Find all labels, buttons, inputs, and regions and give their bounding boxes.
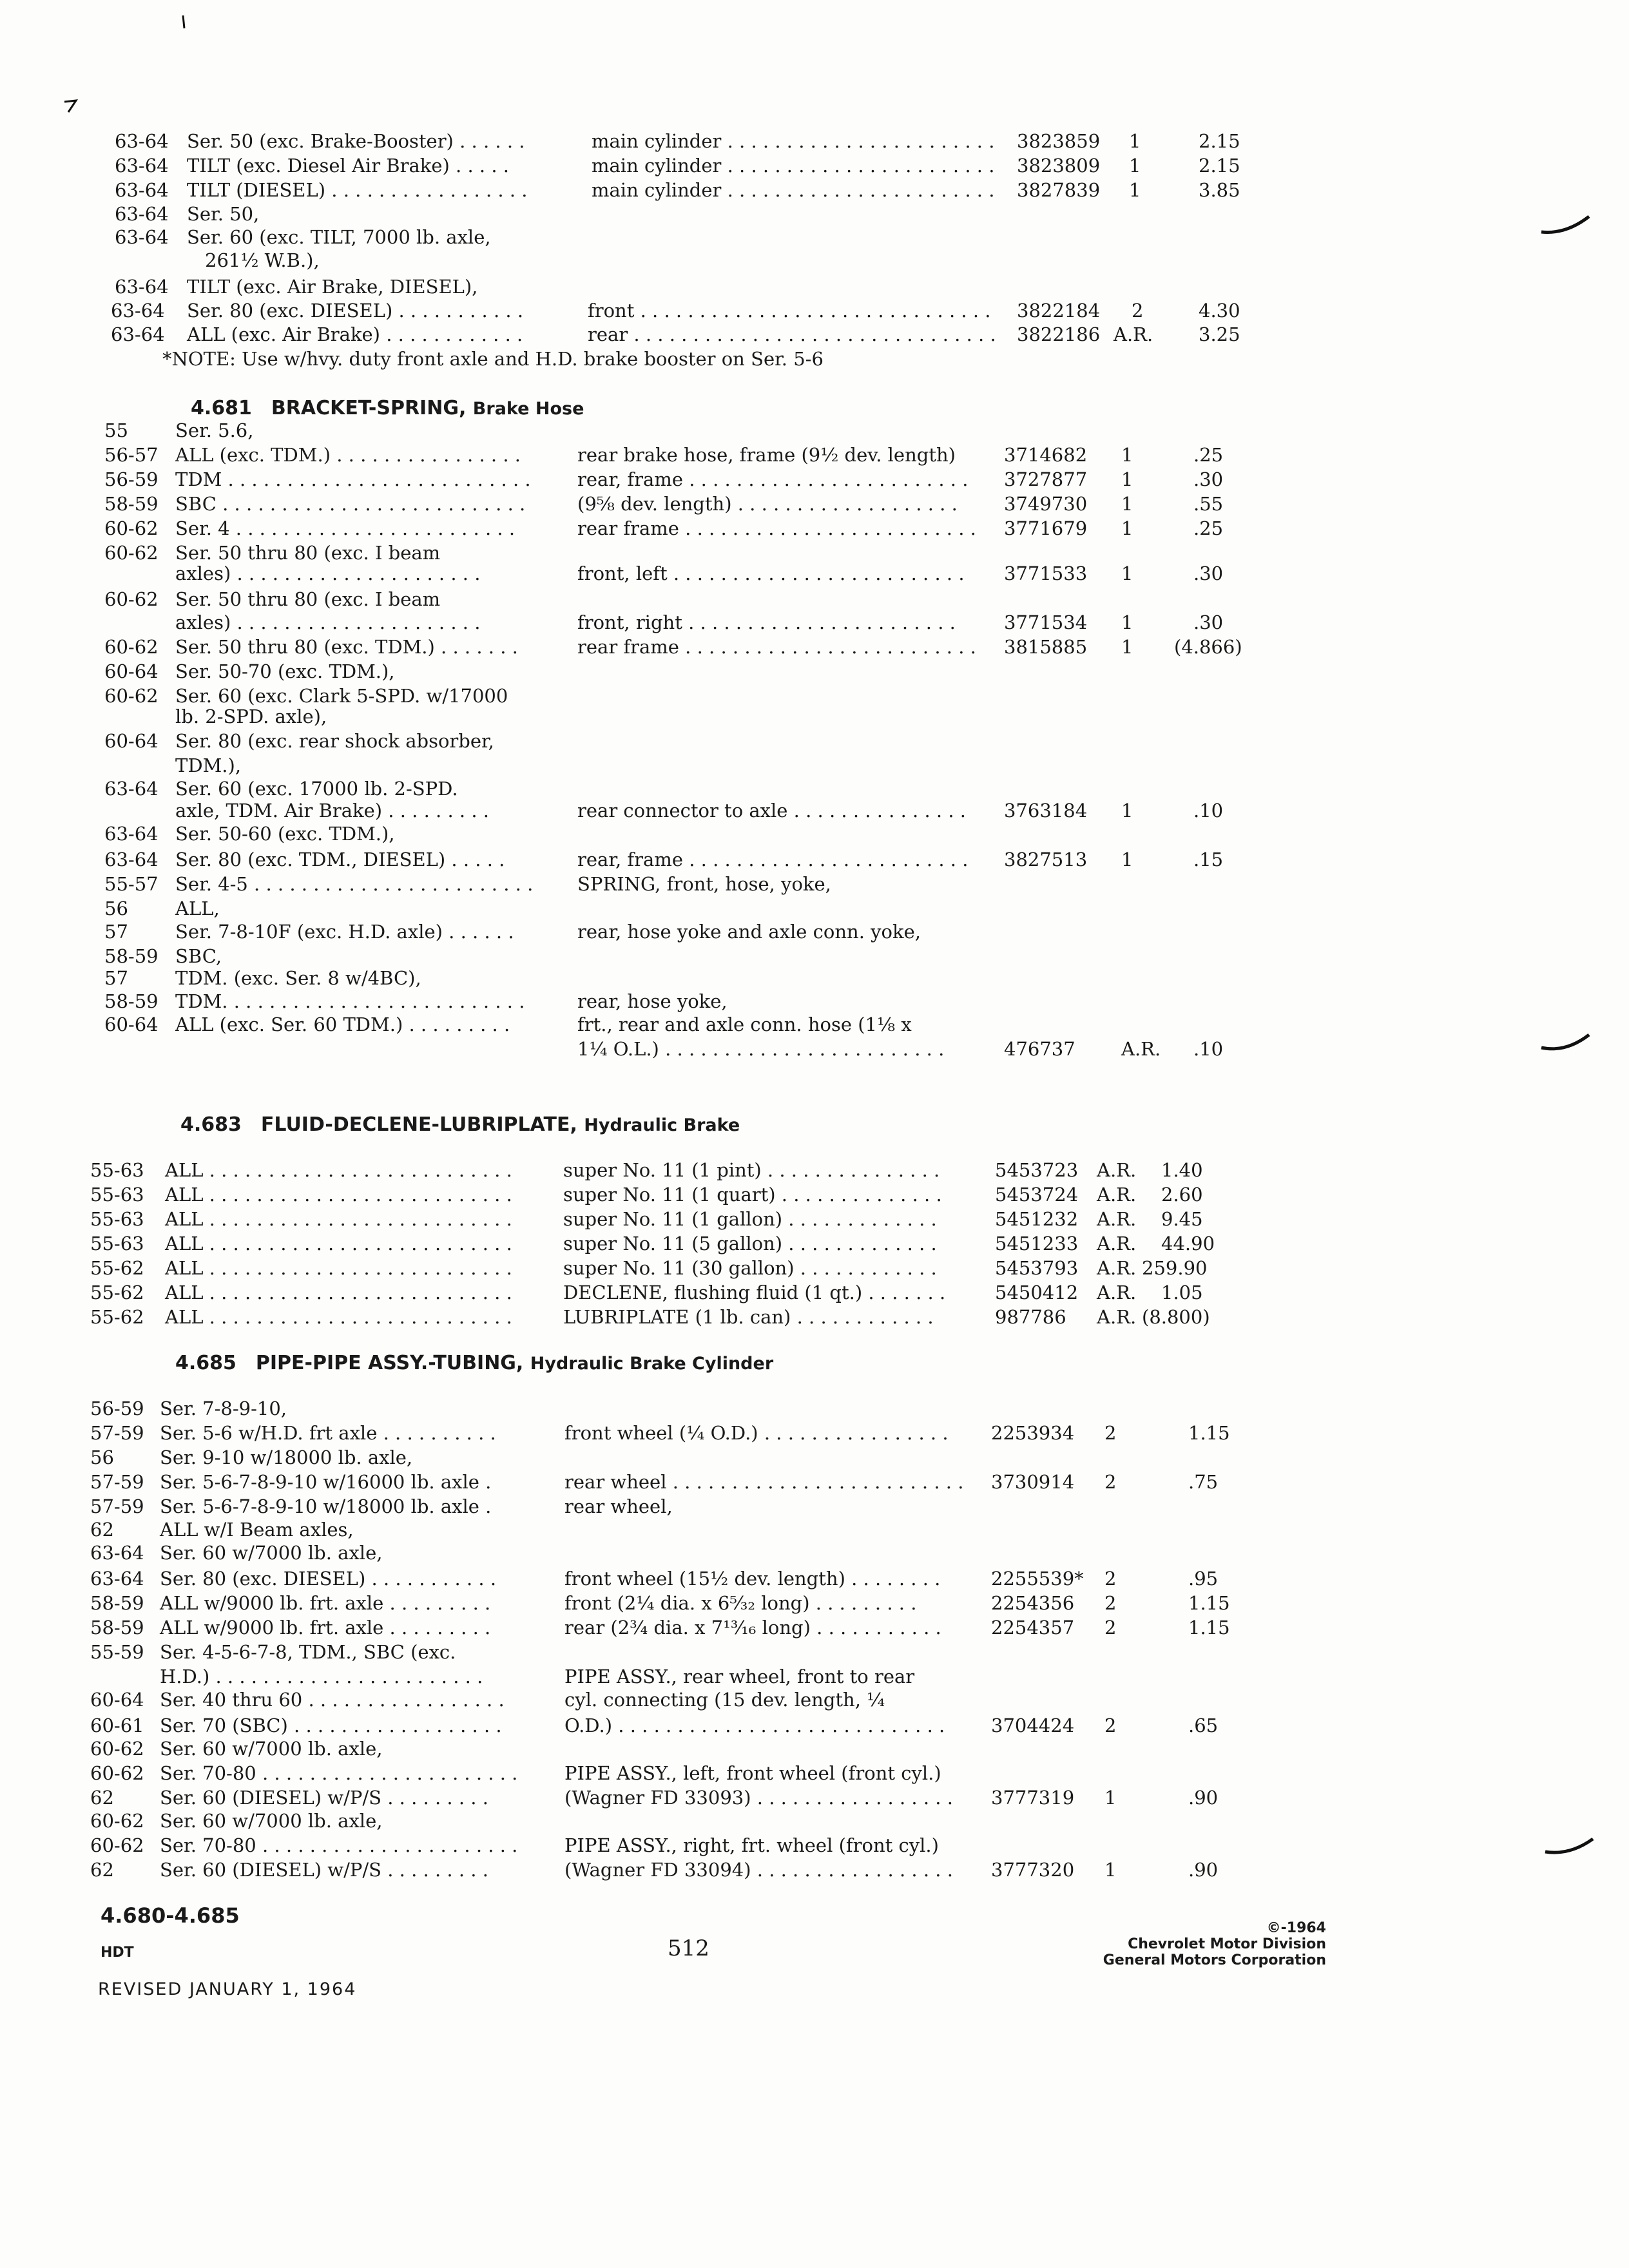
row-item: super No. 11 (1 pint) . . . . . . . . . . . . . . .	[563, 1159, 940, 1181]
row-desc: H.D.) . . . . . . . . . . . . . . . . . . . . . . .	[160, 1666, 483, 1687]
row-desc: Ser. 70 (SBC) . . . . . . . . . . . . . . . . . .	[160, 1715, 502, 1736]
row-yr: 60-62	[90, 1738, 144, 1760]
row-desc: ALL,	[175, 898, 220, 919]
row-yr: 62	[90, 1787, 114, 1809]
row-yr: 63-64	[90, 1568, 144, 1590]
row-part: 3815885	[1004, 636, 1088, 658]
row-item: rear (2¾ dia. x 7¹³⁄₁₆ long) . . . . . . . . . . .	[564, 1617, 941, 1639]
footer-code: HDT	[101, 1945, 134, 1961]
row-price: .30	[1193, 611, 1224, 633]
row-item: cyl. connecting (15 dev. length, ¼	[564, 1689, 885, 1711]
row-yr: 62	[90, 1519, 114, 1541]
row-item: front, left . . . . . . . . . . . . . . . . . . . . . . . . .	[577, 562, 965, 584]
row-item: super No. 11 (30 gallon) . . . . . . . . . . . .	[563, 1257, 937, 1279]
row-item: DECLENE, flushing fluid (1 qt.) . . . . . . .	[563, 1282, 946, 1303]
row-desc: Ser. 60 (DIESEL) w/P/S . . . . . . . . .	[160, 1859, 488, 1881]
row-price: 1.05	[1161, 1282, 1203, 1303]
row-qty: A.R.	[1097, 1282, 1137, 1303]
row-desc: Ser. 80 (exc. TDM., DIESEL) . . . . .	[175, 849, 505, 870]
row-desc: SBC . . . . . . . . . . . . . . . . . . . . . . . . . .	[175, 493, 526, 515]
row-price: .75	[1188, 1471, 1219, 1493]
row-desc: Ser. 70-80 . . . . . . . . . . . . . . . . . . . . . .	[160, 1834, 518, 1856]
row-qty: A.R.	[1097, 1306, 1137, 1328]
row-qty: A.R.	[1097, 1208, 1137, 1230]
row-desc: Ser. 4 . . . . . . . . . . . . . . . . . . . . . . . .	[175, 517, 516, 539]
row-price: 2.60	[1161, 1184, 1203, 1206]
row-desc: Ser. 60 (exc. 17000 lb. 2-SPD.	[175, 778, 458, 800]
row-price: 1.15	[1188, 1592, 1230, 1614]
row-desc: Ser. 5-6 w/H.D. frt axle . . . . . . . . . .	[160, 1422, 496, 1444]
row-yr: 63-64	[104, 849, 159, 870]
section-heading: 4.685 PIPE-PIPE ASSY.-TUBING, Hydraulic Brake Cylinder	[175, 1352, 774, 1374]
row-price: .95	[1188, 1568, 1219, 1590]
row-yr: 57	[104, 921, 128, 943]
row-qty: 2	[1104, 1422, 1117, 1444]
row-yr: 60-61	[90, 1715, 144, 1736]
row-part: 3730914	[991, 1471, 1075, 1493]
row-qty: 2	[1104, 1568, 1117, 1590]
row-part: 987786	[995, 1306, 1066, 1328]
row-price: .25	[1193, 444, 1224, 466]
row-part: 3771533	[1004, 562, 1088, 584]
row-qty: A.R.	[1097, 1233, 1137, 1254]
scan-mark-left	[62, 97, 81, 116]
row-price: 44.90	[1161, 1233, 1215, 1254]
row-price: .15	[1193, 849, 1224, 870]
row-yr: 57-59	[90, 1495, 144, 1517]
row-price: .25	[1193, 517, 1224, 539]
row-price: .90	[1188, 1859, 1219, 1881]
row-part: 5451232	[995, 1208, 1079, 1230]
row-yr: 60-64	[104, 730, 159, 752]
row-item: front wheel (¼ O.D.) . . . . . . . . . . . . . . . .	[564, 1422, 949, 1444]
row-yr: 55-59	[90, 1641, 144, 1663]
row-qty: 1	[1121, 468, 1133, 490]
row-yr: 56-59	[90, 1398, 144, 1419]
row-yr: 55-57	[104, 873, 159, 895]
row-desc: Ser. 5.6,	[175, 419, 254, 441]
row-part: 3777319	[991, 1787, 1075, 1809]
row-part: 2253934	[991, 1422, 1075, 1444]
row-desc: ALL (exc. TDM.) . . . . . . . . . . . . . . . .	[175, 444, 521, 466]
row-desc: TDM . . . . . . . . . . . . . . . . . . . . . . . . . .	[175, 468, 531, 490]
row-item: PIPE ASSY., right, frt. wheel (front cyl.)	[564, 1834, 939, 1856]
row-desc: Ser. 4-5 . . . . . . . . . . . . . . . . . . . . . . . .	[175, 873, 534, 895]
row-desc: ALL (exc. Ser. 60 TDM.) . . . . . . . . .	[175, 1014, 510, 1035]
scan-mark-right-2	[1540, 1031, 1592, 1057]
row-qty: 1	[1121, 800, 1133, 822]
row-yr: 60-62	[90, 1810, 144, 1832]
row-desc: Ser. 50 thru 80 (exc. I beam	[175, 588, 441, 610]
row-price: .55	[1193, 493, 1224, 515]
row-desc: ALL . . . . . . . . . . . . . . . . . . . . . . . . . .	[165, 1282, 512, 1303]
row-price: .90	[1188, 1787, 1219, 1809]
row-yr: 55	[104, 419, 128, 441]
row-item: front, right . . . . . . . . . . . . . . . . . . . . . . .	[577, 611, 956, 633]
row-item: front wheel (15½ dev. length) . . . . . . . .	[564, 1568, 941, 1590]
row-price: (4.866)	[1174, 636, 1242, 658]
row-qty: 2	[1104, 1592, 1117, 1614]
row-qty: 1	[1121, 636, 1133, 658]
row-item: rear, frame . . . . . . . . . . . . . . . . . . . . . . . .	[577, 849, 969, 870]
row-yr: 60-62	[104, 685, 159, 707]
row-item: (Wagner FD 33093) . . . . . . . . . . . . . . . . .	[564, 1787, 953, 1809]
revised-date: REVISED JANUARY 1, 1964	[98, 1979, 357, 1999]
row-desc: Ser. 50-60 (exc. TDM.),	[175, 823, 395, 845]
row-part: 5450412	[995, 1282, 1079, 1303]
row-desc: Ser. 50-70 (exc. TDM.),	[175, 660, 395, 682]
row-qty: A.R.	[1097, 1184, 1137, 1206]
row-yr: 55-63	[90, 1159, 144, 1181]
row-part: 3827513	[1004, 849, 1088, 870]
row-qty: 1	[1121, 849, 1133, 870]
row-yr: 58-59	[90, 1592, 144, 1614]
row-part: 3763184	[1004, 800, 1088, 822]
row-desc: Ser. 50 thru 80 (exc. I beam	[175, 542, 441, 564]
row-yr: 55-62	[90, 1282, 144, 1303]
row-desc: Ser. 80 (exc. DIESEL) . . . . . . . . . . .	[160, 1568, 497, 1590]
row-qty: 1	[1104, 1859, 1117, 1881]
row-qty: A.R.	[1121, 1038, 1161, 1060]
footer-section-range: 4.680-4.685	[101, 1903, 240, 1928]
row-yr: 60-62	[90, 1762, 144, 1784]
row-desc: axle, TDM. Air Brake) . . . . . . . . .	[175, 800, 489, 822]
row-qty: 1	[1121, 562, 1133, 584]
row-yr: 57-59	[90, 1422, 144, 1444]
row-item: super No. 11 (1 quart) . . . . . . . . . . . . . .	[563, 1184, 942, 1206]
row-yr: 57	[104, 967, 128, 989]
row-desc: Ser. 60 w/7000 lb. axle,	[160, 1542, 383, 1564]
row-item: (9⅝ dev. length) . . . . . . . . . . . . . . . . . . .	[577, 493, 958, 515]
row-yr: 56	[90, 1446, 114, 1468]
row-yr: 56	[104, 898, 128, 919]
section-heading: 4.683 FLUID-DECLENE-LUBRIPLATE, Hydraulic Brake	[180, 1113, 740, 1136]
row-part: 2254357	[991, 1617, 1075, 1639]
row-part: 476737	[1004, 1038, 1075, 1060]
row-item: (Wagner FD 33094) . . . . . . . . . . . . . . . . .	[564, 1859, 953, 1881]
row-part: 5453793	[995, 1257, 1079, 1279]
row-qty: 2	[1104, 1471, 1117, 1493]
row-part: 3704424	[991, 1715, 1075, 1736]
row-price: 1.40	[1161, 1159, 1203, 1181]
row-part: 3771679	[1004, 517, 1088, 539]
row-item: rear frame . . . . . . . . . . . . . . . . . . . . . . . . .	[577, 517, 976, 539]
row-desc: Ser. 40 thru 60 . . . . . . . . . . . . . . . . .	[160, 1689, 505, 1711]
copyright-block: ©-1964 Chevrolet Motor Division General Motors Corporation	[1103, 1920, 1326, 1968]
row-item: rear, frame . . . . . . . . . . . . . . . . . . . . . . . .	[577, 468, 969, 490]
row-desc: lb. 2-SPD. axle),	[175, 706, 327, 727]
row-yr: 60-64	[104, 1014, 159, 1035]
row-qty: 1	[1121, 611, 1133, 633]
row-desc: ALL . . . . . . . . . . . . . . . . . . . . . . . . . .	[165, 1184, 512, 1206]
row-desc: Ser. 80 (exc. rear shock absorber,	[175, 730, 494, 752]
row-price: (8.800)	[1142, 1306, 1210, 1328]
row-item: O.D.) . . . . . . . . . . . . . . . . . . . . . . . . . . . .	[564, 1715, 945, 1736]
row-item: rear connector to axle . . . . . . . . . . . . . . .	[577, 800, 967, 822]
row-desc: ALL w/9000 lb. frt. axle . . . . . . . . .	[160, 1617, 491, 1639]
row-part: 3749730	[1004, 493, 1088, 515]
row-item: 1¼ O.L.) . . . . . . . . . . . . . . . . . . . . . . . .	[577, 1038, 945, 1060]
row-desc: ALL . . . . . . . . . . . . . . . . . . . . . . . . . .	[165, 1208, 512, 1230]
row-price: 1.15	[1188, 1422, 1230, 1444]
row-yr: 56-57	[104, 444, 159, 466]
row-price: .10	[1193, 1038, 1224, 1060]
row-yr: 57-59	[90, 1471, 144, 1493]
row-yr: 60-64	[104, 660, 159, 682]
row-part: 5453724	[995, 1184, 1079, 1206]
row-item: PIPE ASSY., rear wheel, front to rear	[564, 1666, 915, 1687]
row-yr: 63-64	[104, 823, 159, 845]
row-desc: Ser. 5-6-7-8-9-10 w/16000 lb. axle .	[160, 1471, 492, 1493]
row-desc: Ser. 60 w/7000 lb. axle,	[160, 1810, 383, 1832]
row-desc: ALL . . . . . . . . . . . . . . . . . . . . . . . . . .	[165, 1306, 512, 1328]
row-qty: 1	[1121, 444, 1133, 466]
row-yr: 58-59	[104, 493, 159, 515]
row-yr: 58-59	[104, 990, 159, 1012]
row-yr: 55-62	[90, 1306, 144, 1328]
row-part: 5453723	[995, 1159, 1079, 1181]
row-qty: A.R.	[1097, 1159, 1137, 1181]
row-desc: axles) . . . . . . . . . . . . . . . . . . . . .	[175, 562, 481, 584]
row-qty: 2	[1104, 1715, 1117, 1736]
row-desc: Ser. 7-8-10F (exc. H.D. axle) . . . . . .	[175, 921, 514, 943]
row-desc: Ser. 5-6-7-8-9-10 w/18000 lb. axle .	[160, 1495, 492, 1517]
row-yr: 55-63	[90, 1208, 144, 1230]
row-price: .30	[1193, 468, 1224, 490]
row-price: .65	[1188, 1715, 1219, 1736]
row-part: 3771534	[1004, 611, 1088, 633]
row-price: .10	[1193, 800, 1224, 822]
scan-mark-top	[178, 13, 191, 32]
row-desc: Ser. 9-10 w/18000 lb. axle,	[160, 1446, 413, 1468]
row-desc: TDM. . . . . . . . . . . . . . . . . . . . . . . . . .	[175, 990, 525, 1012]
row-desc: Ser. 60 (DIESEL) w/P/S . . . . . . . . .	[160, 1787, 488, 1809]
row-item: front (2¼ dia. x 6⁵⁄₃₂ long) . . . . . . . . .	[564, 1592, 917, 1614]
row-yr: 62	[90, 1859, 114, 1881]
row-desc: SBC,	[175, 945, 222, 967]
row-part: 3714682	[1004, 444, 1088, 466]
row-desc: TDM. (exc. Ser. 8 w/4BC),	[175, 967, 421, 989]
row-item: rear brake hose, frame (9½ dev. length)	[577, 444, 956, 466]
row-qty: A.R.	[1097, 1257, 1137, 1279]
row-qty: 1	[1104, 1787, 1117, 1809]
row-part: 2255539*	[991, 1568, 1084, 1590]
row-desc: Ser. 60 (exc. Clark 5-SPD. w/17000	[175, 685, 508, 707]
page-number: 512	[668, 1936, 709, 1961]
row-desc: ALL w/I Beam axles,	[160, 1519, 354, 1541]
row-item: rear, hose yoke,	[577, 990, 728, 1012]
row-desc: Ser. 60 w/7000 lb. axle,	[160, 1738, 383, 1760]
row-yr: 60-62	[104, 588, 159, 610]
row-desc: axles) . . . . . . . . . . . . . . . . . . . . .	[175, 611, 481, 633]
row-qty: 1	[1121, 517, 1133, 539]
row-yr: 58-59	[90, 1617, 144, 1639]
row-desc: Ser. 7-8-9-10,	[160, 1398, 287, 1419]
row-yr: 60-62	[104, 542, 159, 564]
scan-mark-right-1	[1540, 213, 1592, 238]
row-item: super No. 11 (5 gallon) . . . . . . . . . . . . .	[563, 1233, 937, 1254]
row-item: super No. 11 (1 gallon) . . . . . . . . . . . . .	[563, 1208, 937, 1230]
row-yr: 60-62	[104, 517, 159, 539]
row-desc: Ser. 4-5-6-7-8, TDM., SBC (exc.	[160, 1641, 456, 1663]
row-desc: ALL . . . . . . . . . . . . . . . . . . . . . . . . . .	[165, 1257, 512, 1279]
section-heading: 4.681 BRACKET-SPRING, Brake Hose	[191, 397, 584, 419]
row-price: 1.15	[1188, 1617, 1230, 1639]
row-yr: 55-63	[90, 1233, 144, 1254]
row-item: rear wheel . . . . . . . . . . . . . . . . . . . . . . . . .	[564, 1471, 964, 1493]
row-qty: 1	[1121, 493, 1133, 515]
row-item: rear frame . . . . . . . . . . . . . . . . . . . . . . . . .	[577, 636, 976, 658]
row-yr: 55-62	[90, 1257, 144, 1279]
row-item: PIPE ASSY., left, front wheel (front cyl.)	[564, 1762, 941, 1784]
row-yr: 63-64	[90, 1542, 144, 1564]
row-price: 259.90	[1142, 1257, 1208, 1279]
row-part: 5451233	[995, 1233, 1079, 1254]
row-price: .30	[1193, 562, 1224, 584]
row-yr: 60-62	[104, 636, 159, 658]
row-yr: 58-59	[104, 945, 159, 967]
scan-mark-right-3	[1544, 1835, 1595, 1861]
row-yr: 63-64	[104, 778, 159, 800]
row-item: LUBRIPLATE (1 lb. can) . . . . . . . . . . . .	[563, 1306, 934, 1328]
row-part: 3727877	[1004, 468, 1088, 490]
row-qty: 2	[1104, 1617, 1117, 1639]
row-item: rear wheel,	[564, 1495, 673, 1517]
row-desc: ALL . . . . . . . . . . . . . . . . . . . . . . . . . .	[165, 1233, 512, 1254]
row-item: rear, hose yoke and axle conn. yoke,	[577, 921, 921, 943]
row-part: 2254356	[991, 1592, 1075, 1614]
row-yr: 55-63	[90, 1184, 144, 1206]
row-desc: Ser. 70-80 . . . . . . . . . . . . . . . . . . . . . .	[160, 1762, 518, 1784]
row-desc: ALL . . . . . . . . . . . . . . . . . . . . . . . . . .	[165, 1159, 512, 1181]
row-part: 3777320	[991, 1859, 1075, 1881]
row-desc: ALL w/9000 lb. frt. axle . . . . . . . . .	[160, 1592, 491, 1614]
row-price: 9.45	[1161, 1208, 1203, 1230]
row-yr: 60-64	[90, 1689, 144, 1711]
row-item: SPRING, front, hose, yoke,	[577, 873, 831, 895]
row-desc: TDM.),	[175, 754, 242, 776]
row-yr: 60-62	[90, 1834, 144, 1856]
row-desc: Ser. 50 thru 80 (exc. TDM.) . . . . . . .	[175, 636, 518, 658]
row-yr: 56-59	[104, 468, 159, 490]
row-item: frt., rear and axle conn. hose (1⅛ x	[577, 1014, 912, 1035]
